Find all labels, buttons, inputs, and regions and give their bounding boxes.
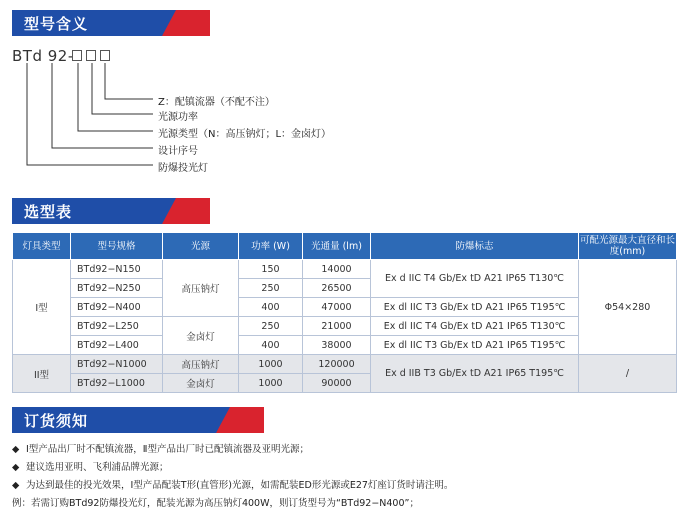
- cell-watt: 400: [239, 336, 303, 355]
- cell-source-mh-2: 金卤灯: [163, 374, 239, 393]
- cell-watt: 150: [239, 260, 303, 279]
- section-title-ordering: 订货须知: [24, 412, 89, 430]
- cell-source-hps: 高压钠灯: [163, 260, 239, 317]
- cell-model: BTd92−L400: [71, 336, 163, 355]
- col-header-source: 光源: [163, 233, 239, 260]
- caption-design-no: 设计序号: [158, 146, 198, 157]
- cell-lumen: 26500: [303, 279, 371, 298]
- cell-model: BTd92−N150: [71, 260, 163, 279]
- cell-size-I: Φ54×280: [579, 260, 677, 355]
- section-title-selection: 选型表: [24, 203, 73, 221]
- section-header-selection: [12, 198, 210, 224]
- col-header-size: 可配光源最大直径和长度(mm): [579, 233, 677, 260]
- table-row: [13, 355, 677, 374]
- cell-model: BTd92−N1000: [71, 355, 163, 374]
- section-title-meaning: 型号含义: [24, 15, 89, 33]
- caption-ballast: Z：配镇流器（不配不注）: [158, 97, 275, 108]
- cell-type-II: II型: [13, 355, 71, 393]
- section-header-ordering: [12, 407, 264, 433]
- caption-product: 防爆投光灯: [158, 163, 208, 174]
- col-header-mark: 防爆标志: [371, 233, 579, 260]
- list-item: ◆ I型产品出厂时不配镇流器，Ⅱ型产品出厂时已配镇流器及亚明光源；: [12, 441, 453, 459]
- cell-size-II: /: [579, 355, 677, 393]
- cell-model: BTd92−L250: [71, 317, 163, 336]
- col-header-lumen: 光通量 (lm): [303, 233, 371, 260]
- col-header-type: 灯具类型: [13, 233, 71, 260]
- model-code-prefix: BTd 92-: [12, 47, 74, 65]
- cell-watt: 400: [239, 298, 303, 317]
- cell-lumen: 120000: [303, 355, 371, 374]
- cell-model: BTd92−N250: [71, 279, 163, 298]
- cell-mark: Ex d IIC T4 Gb/Ex tD A21 IP65 T130℃: [371, 260, 579, 298]
- cell-lumen: 21000: [303, 317, 371, 336]
- diamond-bullet-icon: ◆: [12, 480, 20, 491]
- cell-mark: Ex dl IIC T3 Gb/Ex tD A21 IP65 T195℃: [371, 298, 579, 317]
- list-item: ◆ 为达到最佳的投光效果，Ⅰ型产品配装T形(直管形)光源，如需配装ED形光源或E27灯座订货时请注明。: [12, 477, 453, 495]
- cell-mark: Ex dl IIC T3 Gb/Ex tD A21 IP65 T195℃: [371, 336, 579, 355]
- cell-mark: Ex d IIB T3 Gb/Ex tD A21 IP65 T195℃: [371, 355, 579, 393]
- cell-mark: Ex dl IIC T4 Gb/Ex tD A21 IP65 T130℃: [371, 317, 579, 336]
- cell-lumen: 90000: [303, 374, 371, 393]
- cell-type-I: I型: [13, 260, 71, 355]
- table-row: [13, 260, 677, 279]
- cell-lumen: 14000: [303, 260, 371, 279]
- order-example: 例：若需订购BTd92防爆投光灯，配装光源为高压钠灯400W，则订货型号为“BTd92−N400”；: [12, 498, 419, 509]
- cell-model: BTd92−N400: [71, 298, 163, 317]
- cell-watt: 1000: [239, 374, 303, 393]
- list-item: ◆ 建议选用亚明、飞利浦品牌光源；: [12, 459, 453, 477]
- cell-watt: 250: [239, 317, 303, 336]
- cell-lumen: 47000: [303, 298, 371, 317]
- caption-power: 光源功率: [158, 112, 198, 123]
- table-row: [13, 317, 677, 336]
- caption-source-type: 光源类型（N：高压钠灯；L：金卤灯）: [158, 129, 332, 140]
- table-row: [13, 336, 677, 355]
- table-row: [13, 298, 677, 317]
- cell-model: BTd92−L1000: [71, 374, 163, 393]
- col-header-model: 型号规格: [71, 233, 163, 260]
- cell-source-hps-2: 高压钠灯: [163, 355, 239, 374]
- cell-source-mh: 金卤灯: [163, 317, 239, 355]
- selection-table: [12, 232, 677, 393]
- diamond-bullet-icon: ◆: [12, 462, 20, 473]
- cell-lumen: 38000: [303, 336, 371, 355]
- diamond-bullet-icon: ◆: [12, 444, 20, 455]
- cell-watt: 1000: [239, 355, 303, 374]
- col-header-power: 功率 (W): [239, 233, 303, 260]
- ordering-notes: [12, 441, 453, 513]
- table-header-row: [13, 233, 677, 260]
- cell-watt: 250: [239, 279, 303, 298]
